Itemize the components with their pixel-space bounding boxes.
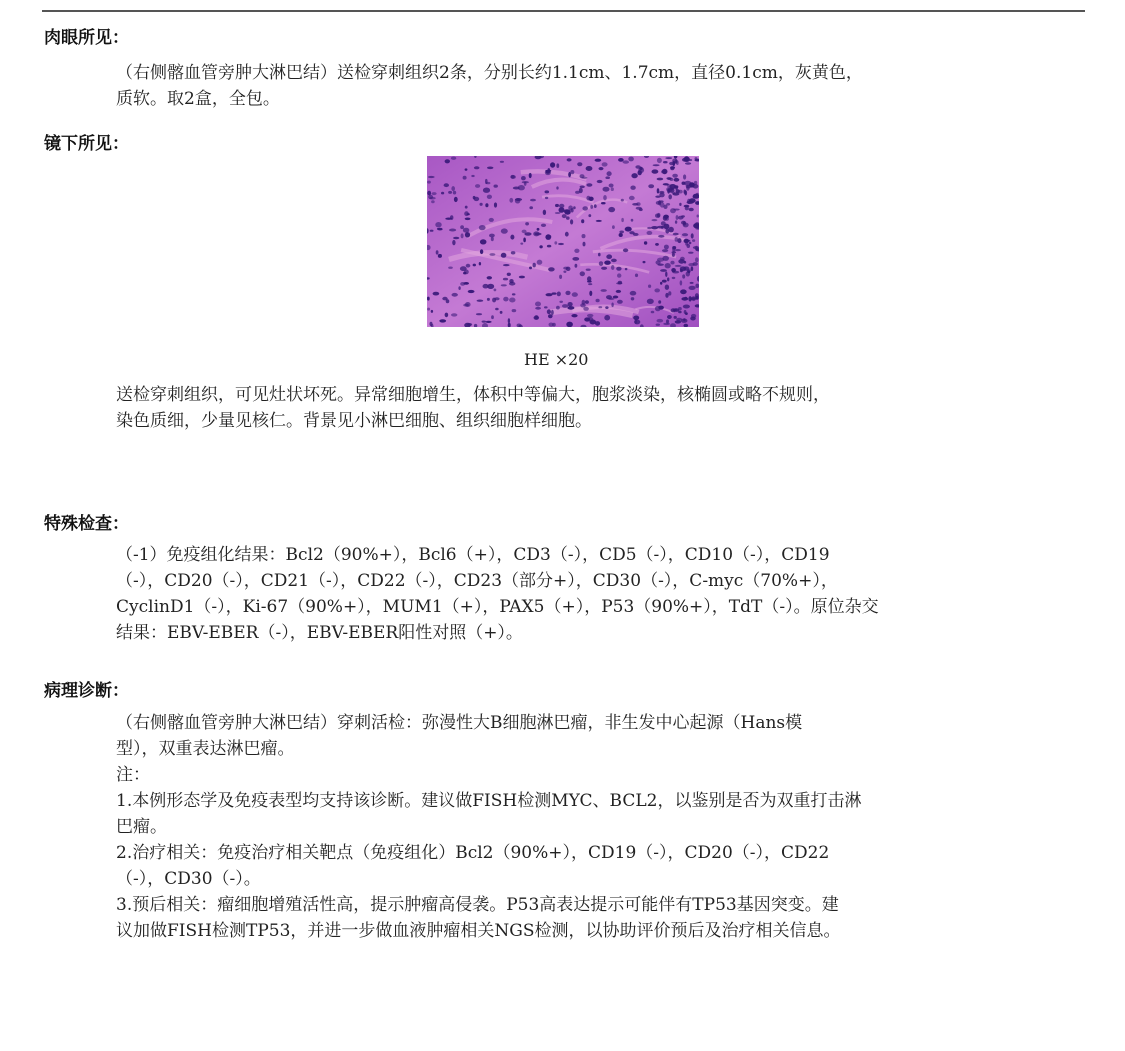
- special-line: （-），CD20（-），CD21（-），CD22（-），CD23（部分+），CD30（-），C-myc（70%+），: [116, 571, 838, 591]
- micro-text: [116, 382, 830, 434]
- diagnosis-line: 2.治疗相关：免疫治疗相关靶点（免疫组化）Bcl2（90%+），CD19（-），CD20（-），CD22: [116, 843, 830, 863]
- micrograph-caption: HE ×20: [524, 350, 589, 369]
- gross-line: 质软。取2盒，全包。: [116, 89, 280, 109]
- special-text: [116, 542, 879, 646]
- he-micrograph-image: [427, 156, 699, 327]
- diagnosis-text: [116, 710, 861, 944]
- diagnosis-line: 巴瘤。: [116, 817, 167, 837]
- top-divider: [42, 10, 1085, 12]
- diagnosis-line: 3.预后相关：瘤细胞增殖活性高，提示肿瘤高侵袭。P53高表达提示可能伴有TP53基因突变。建: [116, 895, 839, 915]
- gross-heading: 肉眼所见：: [44, 28, 129, 48]
- special-line: 结果：EBV-EBER（-），EBV-EBER阳性对照（+）。: [116, 623, 523, 643]
- special-heading: 特殊检查：: [44, 514, 129, 534]
- gross-line: （右侧髂血管旁肿大淋巴结）送检穿刺组织2条，分别长约1.1cm、1.7cm，直径0.1cm，灰黄色，: [116, 63, 863, 83]
- gross-text: [116, 60, 863, 112]
- special-line: CyclinD1（-），Ki-67（90%+），MUM1（+），PAX5（+），P53（90%+），TdT（-）。原位杂交: [116, 597, 879, 617]
- micro-line: 送检穿刺组织，可见灶状坏死。异常细胞增生，体积中等偏大，胞浆淡染，核椭圆或略不规则，: [116, 385, 830, 405]
- diagnosis-line: 注：: [116, 765, 150, 785]
- diagnosis-line: 1.本例形态学及免疫表型均支持该诊断。建议做FISH检测MYC、BCL2，以鉴别是否为双重打击淋: [116, 791, 862, 811]
- he-stain-illustration: [427, 156, 699, 327]
- special-line: （-1）免疫组化结果：Bcl2（90%+），Bcl6（+），CD3（-），CD5（-），CD10（-），CD19: [116, 545, 830, 565]
- diagnosis-line: 型），双重表达淋巴瘤。: [116, 739, 295, 759]
- diagnosis-line: 议加做FISH检测TP53，并进一步做血液肿瘤相关NGS检测，以协助评价预后及治疗相关信息。: [116, 921, 841, 941]
- micro-line: 染色质细，少量见核仁。背景见小淋巴细胞、组织细胞样细胞。: [116, 411, 592, 431]
- diagnosis-line: （-），CD30（-）。: [116, 869, 261, 889]
- diagnosis-line: （右侧髂血管旁肿大淋巴结）穿刺活检：弥漫性大B细胞淋巴瘤，非生发中心起源（Hans模: [116, 713, 803, 733]
- diagnosis-heading: 病理诊断：: [44, 681, 129, 701]
- micro-heading: 镜下所见：: [44, 134, 129, 154]
